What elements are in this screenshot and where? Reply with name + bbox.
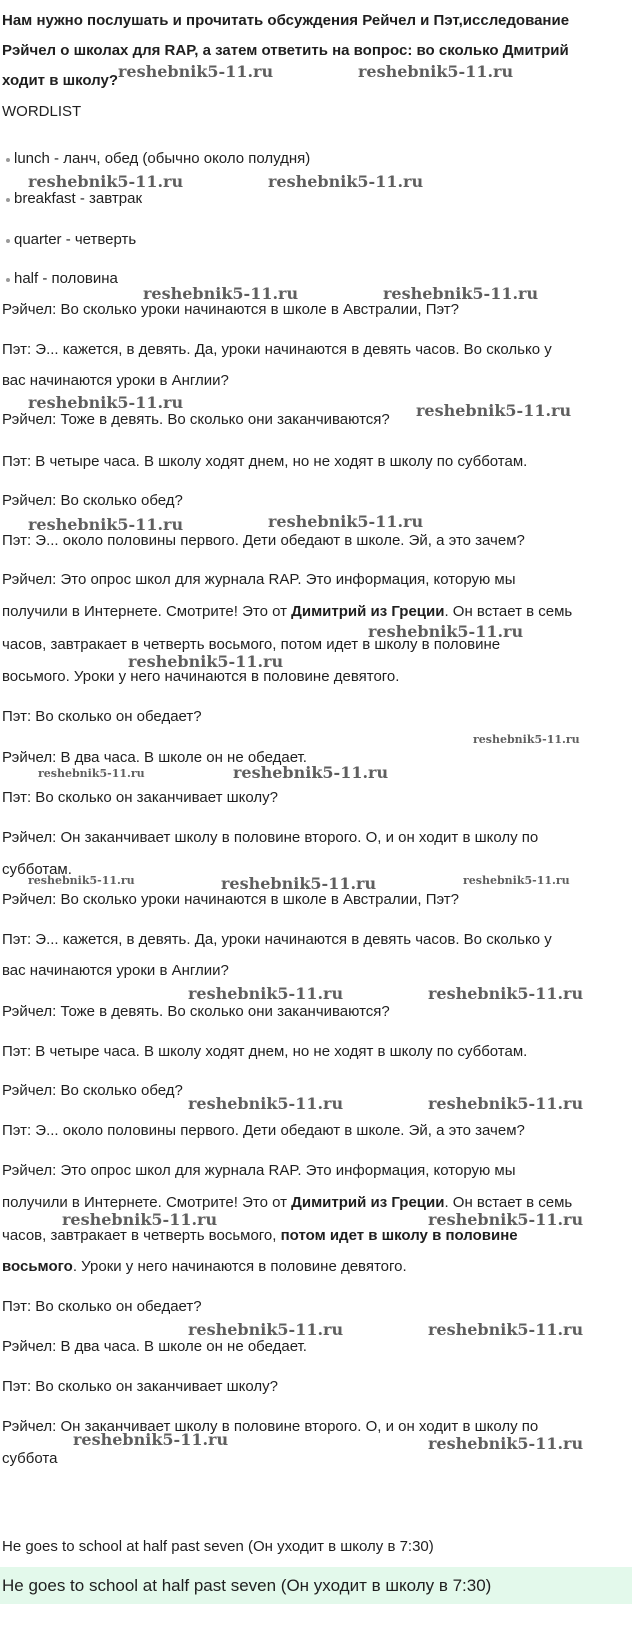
dialogue-line: Пэт: Э... кажется, в девять. Да, уроки начинаются в девять часов. Во сколько у (2, 931, 552, 948)
dialogue-line: Пэт: Во сколько он обедает? (2, 1298, 202, 1315)
dialogue-line: вас начинаются уроки в Англии? (2, 372, 229, 389)
dialogue-line: Рэйчел: Тоже в девять. Во сколько они заканчиваются? (2, 1003, 390, 1020)
watermark-text: reshebnik5-11.ru (118, 62, 274, 81)
watermark-text: reshebnik5-11.ru (28, 172, 184, 191)
wordlist-item: quarter - четверть (14, 231, 137, 248)
dialogue-line: Пэт: В четыре часа. В школу ходят днем, но не ходят в школу по субботам. (2, 453, 528, 470)
dialogue-line: восьмого. Уроки у него начинаются в половине девятого. (2, 668, 400, 685)
watermark-text: reshebnik5-11.ru (128, 652, 284, 671)
watermark-text: reshebnik5-11.ru (28, 515, 184, 534)
wordlist-item: breakfast - завтрак (14, 190, 143, 207)
watermark-text: reshebnik5-11.ru (428, 1320, 584, 1339)
dialogue-line: Пэт: Э... около половины первого. Дети обедают в школе. Эй, а это зачем? (2, 532, 525, 549)
dialogue-line: получили в Интернете. Смотрите! Это от Димитрий из Греции. Он встает в семь (2, 603, 573, 620)
watermark-text: reshebnik5-11.ru (233, 763, 389, 782)
dialogue-line: Пэт: Э... около половины первого. Дети обедают в школе. Эй, а это зачем? (2, 1122, 525, 1139)
highlight-phrase: потом идет в школу в половине (280, 1227, 518, 1244)
dialogue-line: Пэт: Во сколько он заканчивает школу? (2, 1378, 278, 1395)
wordlist-label: WORDLIST (2, 103, 82, 120)
dialogue-line: субботам. (2, 861, 72, 878)
dialogue-line: Пэт: Во сколько он заканчивает школу? (2, 789, 278, 806)
watermark-text: reshebnik5-11.ru (473, 733, 580, 746)
dialogue-line: Рэйчел: Во сколько обед? (2, 1082, 183, 1099)
watermark-text: reshebnik5-11.ru (383, 284, 539, 303)
highlight-name: Димитрий из Греции (291, 1194, 445, 1211)
wordlist-item: lunch - ланч, обед (обычно около полудня) (14, 150, 311, 167)
dialogue-line: Рэйчел: Во сколько уроки начинаются в школе в Австралии, Пэт? (2, 891, 460, 908)
watermark-text: reshebnik5-11.ru (463, 874, 570, 887)
dialogue-line: Рэйчел: В два часа. В школе он не обедает. (2, 1338, 307, 1355)
watermark-text: reshebnik5-11.ru (28, 874, 135, 887)
dialogue-line: Пэт: В четыре часа. В школу ходят днем, но не ходят в школу по субботам. (2, 1043, 528, 1060)
watermark-text: reshebnik5-11.ru (428, 1210, 584, 1229)
watermark-text: reshebnik5-11.ru (368, 622, 524, 641)
task-title: Нам нужно послушать и прочитать обсуждения Рейчел и Пэт,исследование Рэйчел о школах для RAP, а затем ответить на вопрос: во сколько Дмитрий ходит в школу? (2, 12, 570, 89)
dialogue-line: Рэйчел: Это опрос школ для журнала RAP. Это информация, которую мы (2, 571, 516, 588)
watermark-text: reshebnik5-11.ru (38, 767, 145, 780)
watermark-text: reshebnik5-11.ru (28, 393, 184, 412)
watermark-text: reshebnik5-11.ru (428, 1434, 584, 1453)
watermark-text: reshebnik5-11.ru (188, 984, 344, 1003)
dialogue-line: суббота (2, 1450, 58, 1467)
dialogue-line: Рэйчел: В два часа. В школе он не обедает. (2, 749, 307, 766)
watermark-text: reshebnik5-11.ru (62, 1210, 218, 1229)
watermark-text: reshebnik5-11.ru (428, 984, 584, 1003)
dialogue-line: часов, завтракает в четверть восьмого, потом идет в школу в половине (2, 1227, 518, 1244)
dialogue-line: Рэйчел: Это опрос школ для журнала RAP. Это информация, которую мы (2, 1162, 516, 1179)
watermark-text: reshebnik5-11.ru (221, 874, 377, 893)
dialogue-line: восьмого. Уроки у него начинаются в половине девятого. (2, 1258, 407, 1275)
dialogue-line: вас начинаются уроки в Англии? (2, 962, 229, 979)
dialogue-line: Пэт: Во сколько он обедает? (2, 708, 202, 725)
dialogue-line: получили в Интернете. Смотрите! Это от Димитрий из Греции. Он встает в семь (2, 1194, 573, 1211)
dialogue-line: Рэйчел: Он заканчивает школу в половине второго. О, и он ходит в школу по (2, 829, 539, 846)
watermark-text: reshebnik5-11.ru (188, 1320, 344, 1339)
watermark-text: reshebnik5-11.ru (268, 512, 424, 531)
dialogue-line: Рэйчел: Во сколько обед? (2, 492, 183, 509)
highlight-name: Димитрий из Греции (291, 603, 445, 620)
watermark-text: reshebnik5-11.ru (188, 1094, 344, 1113)
dialogue-line: Рэйчел: Тоже в девять. Во сколько они заканчиваются? (2, 411, 390, 428)
dialogue-line: Рэйчел: Он заканчивает школу в половине второго. О, и он ходит в школу по (2, 1418, 539, 1435)
answer-highlight: He goes to school at half past seven (Он уходит в школу в 7:30) (0, 1567, 632, 1604)
watermark-text: reshebnik5-11.ru (358, 62, 514, 81)
watermark-text: reshebnik5-11.ru (268, 172, 424, 191)
dialogue-line: Пэт: Э... кажется, в девять. Да, уроки начинаются в девять часов. Во сколько у (2, 341, 552, 358)
dialogue-line: Рэйчел: Во сколько уроки начинаются в школе в Австралии, Пэт? (2, 301, 460, 318)
watermark-text: reshebnik5-11.ru (416, 401, 572, 420)
watermark-text: reshebnik5-11.ru (143, 284, 299, 303)
watermark-text: reshebnik5-11.ru (73, 1430, 229, 1449)
watermark-text: reshebnik5-11.ru (428, 1094, 584, 1113)
answer-text: He goes to school at half past seven (Он уходит в школу в 7:30) (2, 1538, 434, 1555)
highlight-phrase: восьмого (2, 1258, 73, 1275)
wordlist-item: half - половина (14, 270, 118, 287)
dialogue-line: часов, завтракает в четверть восьмого, потом идет в школу в половине (2, 636, 501, 653)
